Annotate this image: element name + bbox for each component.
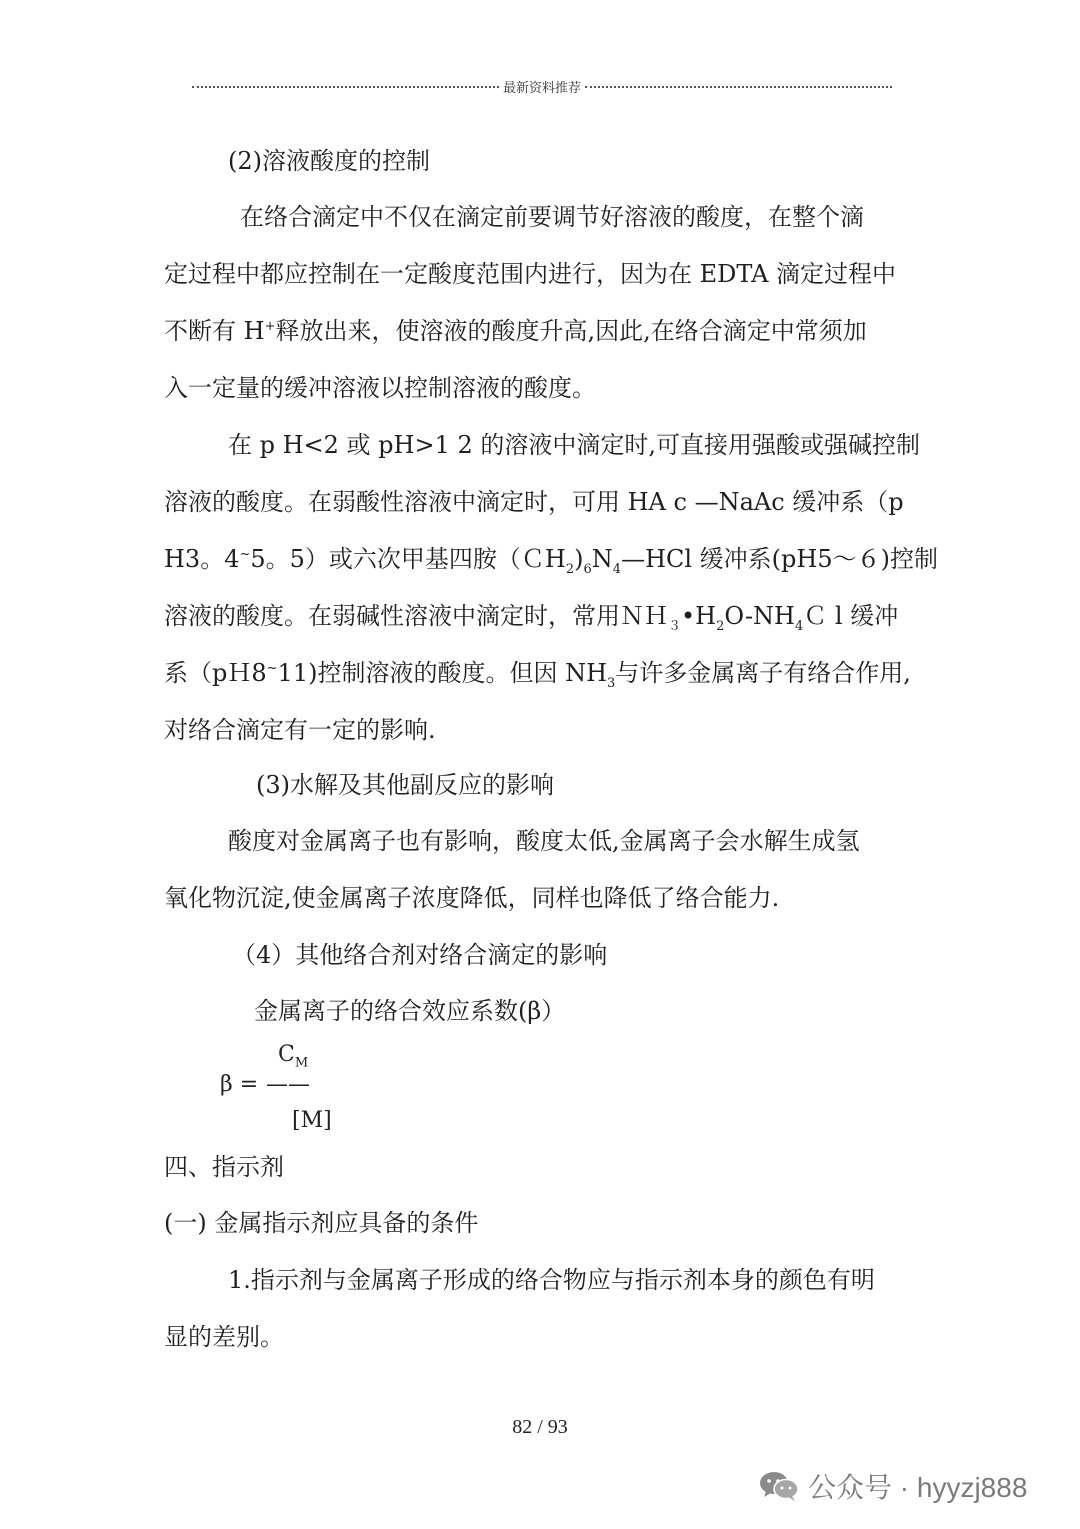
p3-line-1: 酸度对金属离子也有影响，酸度太低,金属离子会水解生成氢 <box>228 827 860 855</box>
p1-line-1: 在络合滴定中不仅在滴定前要调节好溶液的酸度，在整个滴 <box>240 203 864 231</box>
header-text: 最新资料推荐 <box>503 80 582 96</box>
p2-line-4 <box>164 601 899 634</box>
section-3-title: (3)水解及其他副反应的影响 <box>256 771 554 799</box>
p2-line-1: 在 p H<2 或 pH>1 2 的溶液中滴定时,可直接用强酸或强碱控制 <box>228 431 921 459</box>
p2-line-6: 对络合滴定有一定的影响. <box>164 716 436 744</box>
formula-denominator: [M] <box>292 1108 332 1133</box>
header-dots-right <box>585 86 892 88</box>
item-1-line-2: 显的差别。 <box>164 1323 284 1351</box>
formula-bar: —— <box>266 1072 310 1097</box>
p1-line-3-a: 不断有 H <box>164 317 265 345</box>
p2-l3-a: H3。4 <box>164 545 240 573</box>
p2-l3-e: —HCl 缓冲系(pH5～６)控制 <box>621 545 938 573</box>
formula-numerator <box>278 1042 309 1071</box>
p1-line-3 <box>164 316 867 346</box>
p2-l4-c: O-NH <box>724 602 795 630</box>
wechat-icon <box>758 1469 800 1503</box>
numerator-sub: M <box>294 1055 309 1071</box>
h-plus-sup: + <box>264 319 276 334</box>
p3-line-2: 氧化物沉淀,使金属离子浓度降低，同样也降低了络合能力. <box>164 884 780 912</box>
p2-l5-c: 与许多金属离子有络合作用, <box>615 659 911 687</box>
p2-l4-sub3: 4 <box>794 618 804 634</box>
p2-l4-b: •H <box>681 602 717 630</box>
formula-lhs: β = <box>220 1072 259 1097</box>
p2-line-3 <box>164 544 938 577</box>
p2-l3-sub2: 6 <box>583 561 592 577</box>
subheading-conditions: (一) 金属指示剂应具备的条件 <box>164 1209 479 1237</box>
p2-l3-c: ) <box>574 545 584 573</box>
p2-l3-sup: ~ <box>239 547 251 562</box>
p2-line-2: 溶液的酸度。在弱酸性溶液中滴定时，可用 HA c —NaAc 缓冲系（p <box>164 488 904 516</box>
p2-l5-b: 11)控制溶液的酸度。但因 NH <box>277 659 608 687</box>
page-header <box>192 74 892 98</box>
section-4-title: （4）其他络合剂对络合滴定的影响 <box>232 941 608 969</box>
p2-l3-d: N <box>591 545 613 573</box>
p2-l5-sup: ~ <box>266 661 278 676</box>
numerator-c: C <box>278 1042 295 1067</box>
p1-line-2: 定过程中都应控制在一定酸度范围内进行，因为在 EDTA 滴定过程中 <box>164 260 897 288</box>
watermark <box>758 1466 1027 1506</box>
p2-l3-sub3: 4 <box>612 561 622 577</box>
p2-l5-sub1: 3 <box>607 675 616 691</box>
p2-l5-a: 系（pＨ8 <box>164 659 267 687</box>
beta-intro: 金属离子的络合效应系数(β） <box>254 997 566 1025</box>
p2-l4-sub2: 2 <box>716 618 725 634</box>
p2-l4-a: 溶液的酸度。在弱碱性溶液中滴定时，常用ＮＨ <box>164 602 668 630</box>
p2-l3-b: 5。5）或六次甲基四胺（ＣH <box>250 545 566 573</box>
p2-l3-sub1: 2 <box>565 561 575 577</box>
p1-line-4: 入一定量的缓冲溶液以控制溶液的酸度。 <box>164 374 596 402</box>
p2-l4-sub1: ３ <box>668 618 682 634</box>
item-1-line-1: 1.指示剂与金属离子形成的络合物应与指示剂本身的颜色有明 <box>228 1266 875 1294</box>
page-number: 82 / 93 <box>512 1416 568 1438</box>
heading-indicators: 四、指示剂 <box>164 1153 284 1181</box>
p2-line-5 <box>164 658 911 691</box>
watermark-text: 公众号 · hyyzj888 <box>808 1472 1028 1503</box>
p2-l4-d: Ｃ l 缓冲 <box>803 602 899 630</box>
header-dots-left <box>192 86 499 88</box>
section-2-title: (2)溶液酸度的控制 <box>228 147 430 175</box>
p1-line-3-b: 释放出来，使溶液的酸度升高,因此,在络合滴定中常须加 <box>275 317 867 345</box>
